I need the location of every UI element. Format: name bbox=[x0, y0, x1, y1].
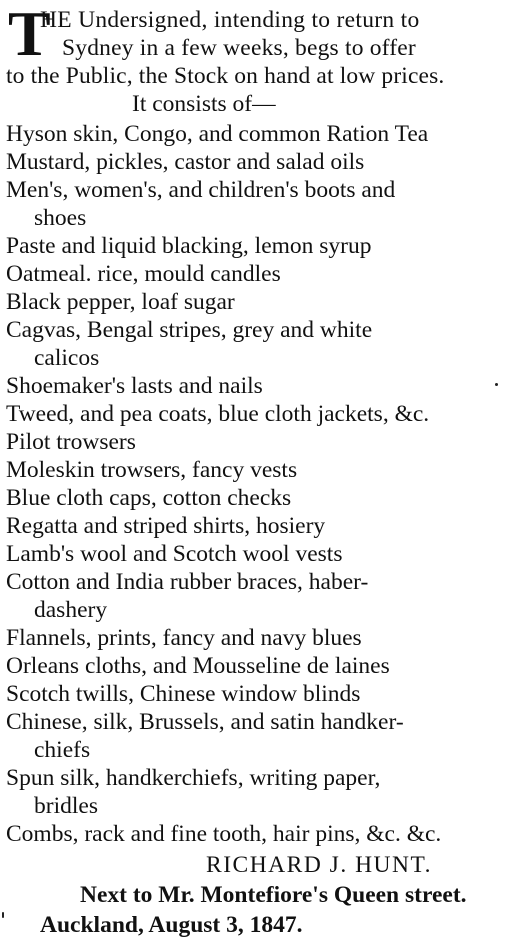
stock-item bbox=[0, 176, 528, 232]
intro-line-2: Sydney in a few weeks, begs to offer bbox=[62, 35, 416, 61]
stock-item bbox=[0, 484, 528, 512]
stock-item-continuation: bridles bbox=[34, 793, 98, 819]
stock-item-text: Combs, rack and fine tooth, hair pins, &c. &c. bbox=[6, 821, 442, 847]
stock-item-text: Black pepper, loaf sugar bbox=[6, 289, 235, 315]
stock-item-text: Lamb's wool and Scotch wool vests bbox=[6, 541, 343, 567]
stock-item-text: Shoemaker's lasts and nails bbox=[6, 373, 263, 399]
stock-item bbox=[0, 400, 528, 428]
stock-item-text: Orleans cloths, and Mousseline de laines bbox=[6, 653, 390, 679]
intro-line-3: to the Public, the Stock on hand at low prices. bbox=[6, 63, 445, 89]
stock-item bbox=[0, 540, 528, 568]
dateline: Auckland, August 3, 1847. bbox=[40, 912, 303, 938]
stock-item-text: Paste and liquid blacking, lemon syrup bbox=[6, 233, 372, 259]
stock-item bbox=[0, 512, 528, 540]
stock-item-text: Flannels, prints, fancy and navy blues bbox=[6, 625, 362, 651]
stock-item-text: Cotton and India rubber braces, haber- bbox=[6, 569, 369, 595]
stock-item bbox=[0, 428, 528, 456]
stock-item bbox=[0, 680, 528, 708]
intro-line-1: HE Undersigned, intending to return to bbox=[40, 7, 420, 33]
stock-item-text: Oatmeal. rice, mould candles bbox=[6, 261, 281, 287]
stock-item-continuation: shoes bbox=[34, 205, 87, 231]
stock-item-continuation: dashery bbox=[34, 597, 108, 623]
stock-item bbox=[0, 764, 528, 820]
stock-item-text: Chinese, silk, Brussels, and satin handker- bbox=[6, 709, 404, 735]
stock-item bbox=[0, 820, 528, 848]
stock-item-text: Regatta and striped shirts, hosiery bbox=[6, 513, 326, 539]
stock-item bbox=[0, 372, 528, 400]
signature: RICHARD J. HUNT. bbox=[206, 852, 432, 878]
stock-list bbox=[0, 120, 528, 848]
stock-item-continuation: calicos bbox=[34, 345, 100, 371]
stock-item-text: Moleskin trowsers, fancy vests bbox=[6, 457, 298, 483]
address-line: Next to Mr. Montefiore's Queen street. bbox=[80, 882, 467, 908]
stock-item-text: Scotch twills, Chinese window blinds bbox=[6, 681, 361, 707]
ink-speck bbox=[495, 383, 498, 386]
stock-item-text: Mustard, pickles, castor and salad oils bbox=[6, 149, 365, 175]
stock-item-text: Hyson skin, Congo, and common Ration Tea bbox=[6, 121, 429, 147]
stock-item bbox=[0, 120, 528, 148]
stock-item-text: Men's, women's, and children's boots and bbox=[6, 177, 396, 203]
stock-item-text: Blue cloth caps, cotton checks bbox=[6, 485, 292, 511]
intro-paragraph bbox=[0, 0, 528, 90]
stock-item-text: Pilot trowsers bbox=[6, 429, 136, 455]
consists-label: It consists of— bbox=[132, 91, 276, 117]
stock-item bbox=[0, 232, 528, 260]
stock-item bbox=[0, 652, 528, 680]
stock-item-text: Tweed, and pea coats, blue cloth jackets, &c. bbox=[6, 401, 430, 427]
stock-item bbox=[0, 316, 528, 372]
stock-item-continuation: chiefs bbox=[34, 737, 91, 763]
stock-item bbox=[0, 568, 528, 624]
ink-speck bbox=[2, 912, 4, 918]
stock-item bbox=[0, 708, 528, 764]
stock-item-text: Spun silk, handkerchiefs, writing paper, bbox=[6, 765, 381, 791]
stock-item bbox=[0, 624, 528, 652]
drop-cap: T bbox=[8, 0, 51, 69]
stock-item bbox=[0, 288, 528, 316]
stock-item-text: Cagvas, Bengal stripes, grey and white bbox=[6, 317, 373, 343]
stock-item bbox=[0, 456, 528, 484]
stock-item bbox=[0, 260, 528, 288]
stock-item bbox=[0, 148, 528, 176]
